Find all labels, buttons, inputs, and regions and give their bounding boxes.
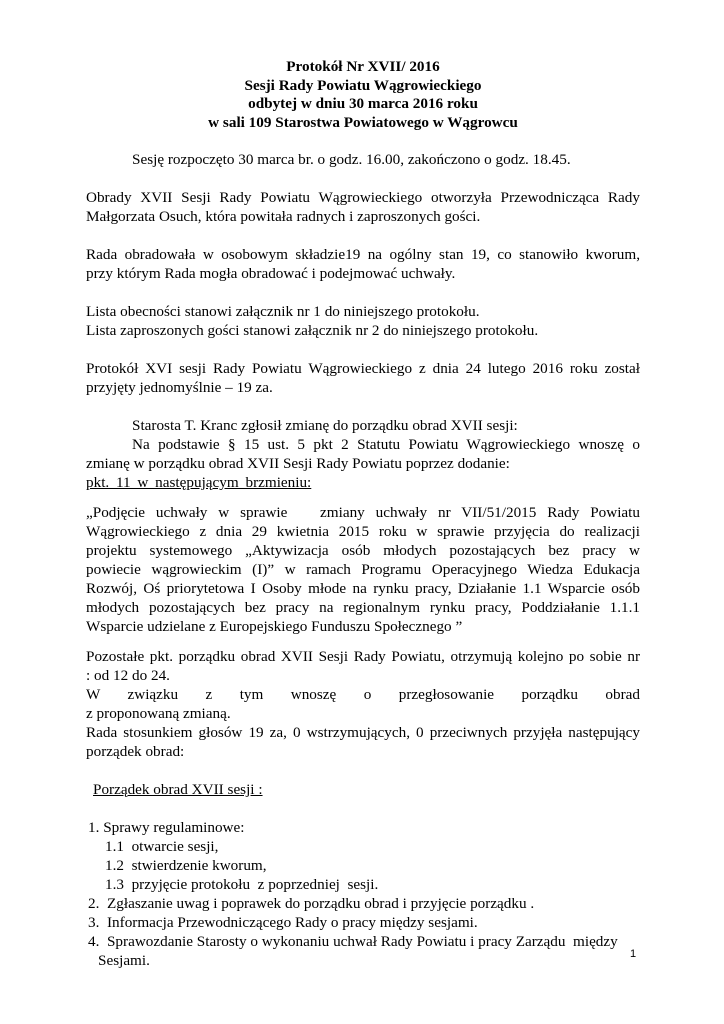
agenda-subitem: 1.2 stwierdzenie kworum, [105,857,267,874]
text-line: Wągrowieckiego z dnia 29 kwietnia 2015 roku w sprawie przyjęcia do realizacji [86,523,640,540]
title-line: Sesji Rady Powiatu Wągrowieckiego [244,76,482,94]
text-line: „Podjęcie uchwały w sprawie zmiany uchwały nr VII/51/2015 Rady Powiatu [86,504,640,521]
agenda-item-continuation: Sesjami. [98,952,150,969]
agenda-subitem: 1.3 przyjęcie protokołu z poprzedniej sesji. [105,876,379,893]
agenda-subitem: 1.1 otwarcie sesji, [105,838,219,855]
agenda-heading: Porządek obrad XVII sesji : [93,781,263,798]
agenda-item: 3. Informacja Przewodniczącego Rady o pracy między sesjami. [88,914,478,931]
text-line: Pozostałe pkt. porządku obrad XVII Sesji Rady Powiatu, otrzymują kolejno po sobie nr [86,648,640,665]
quorum-paragraph [86,245,640,283]
session-time-paragraph: Sesję rozpoczęto 30 marca br. o godz. 16.00, zakończono o godz. 18.45. [132,151,571,168]
resolution-quote [86,503,640,636]
text-line: Obrady XVII Sesji Rady Powiatu Wągrowieckiego otworzyła Przewodnicząca Rady [86,189,640,206]
text-line: młodych pozostających bez pracy na regionalnym rynku pracy, Poddziałanie 1.1.1 [86,599,640,616]
attachments-paragraph [86,302,640,340]
agenda-item: 4. Sprawozdanie Starosty o wykonaniu uchwał Rady Powiatu i pracy Zarządu między [88,933,618,950]
text-line: Małgorzata Osuch, która powitała radnych i zaproszonych gości. [86,208,481,225]
text-line: Protokół XVI sesji Rady Powiatu Wągrowieckiego z dnia 24 lutego 2016 roku został [86,360,640,377]
title-line: odbytej w dniu 30 marca 2016 roku [248,95,478,112]
opening-paragraph [86,188,640,226]
title-line: w sali 109 Starostwa Powiatowego w Wągrowcu [208,113,518,131]
voting-paragraph [86,647,640,761]
text-line: Lista zaproszonych gości stanowi załącznik nr 2 do niniejszego protokołu. [86,322,539,339]
agenda-change-paragraph [86,416,640,492]
text-line: Rada obradowała w osobowym składzie19 na ogólny stan 19, co stanowiło kworum, [86,246,640,263]
text-line: pkt. 11 w następującym brzmieniu: [86,474,312,491]
title-line: Protokół Nr XVII/ 2016 [286,58,440,75]
text-line: porządek obrad: [86,743,185,760]
text-line: projektu systemowego „Aktywizacja osób młodych pozostających bez pracy w [86,542,640,559]
text-line: przyjęty jednomyślnie – 19 za. [86,379,273,396]
agenda-list [86,818,640,970]
text-line: z proponowaną zmianą. [86,705,231,722]
agenda-item: 1. Sprawy regulaminowe: [88,819,245,836]
text-line: przy którym Rada mogła obradować i podejmować uchwały. [86,265,456,282]
text-line: powiecie wągrowieckim (I)” w ramach Programu Operacyjnego Wiedza Edukacja [86,561,640,578]
text-line: Wsparcie udzielane z Europejskiego Funduszu Społecznego ” [86,618,463,635]
text-line: Na podstawie § 15 ust. 5 pkt 2 Statutu Powiatu Wągrowieckiego wnoszę o [132,436,640,453]
text-line: zmianę w porządku obrad XVII Sesji Rady Powiatu poprzez dodanie: [86,455,510,472]
document-page [86,58,640,970]
agenda-item: 2. Zgłaszanie uwag i poprawek do porządku obrad i przyjęcie porządku . [88,895,535,912]
text-line: Lista obecności stanowi załącznik nr 1 do niniejszego protokołu. [86,303,480,320]
document-title [86,58,640,132]
page-number: 1 [630,948,637,960]
text-line: Rada stosunkiem głosów 19 za, 0 wstrzymujących, 0 przeciwnych przyjęła następujący [86,724,640,741]
previous-protocol-paragraph [86,359,640,397]
text-line: W związku z tym wnoszę o przegłosowanie porządku obrad [86,686,640,703]
text-line: Starosta T. Kranc zgłosił zmianę do porządku obrad XVII sesji: [132,417,518,434]
text-line: : od 12 do 24. [86,667,170,684]
text-line: Rozwój, Oś priorytetowa I Osoby młode na rynku pracy, Działanie 1.1 Wsparcie osób [86,580,640,597]
